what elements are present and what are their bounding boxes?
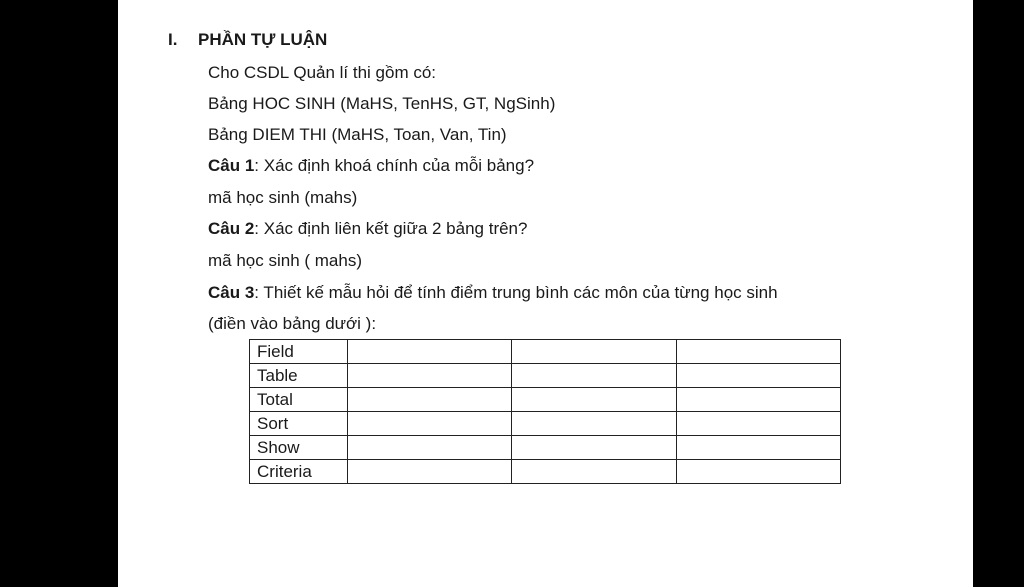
document-page [118, 0, 973, 587]
grid-cell[interactable] [512, 340, 676, 364]
question-2 [208, 218, 527, 240]
grid-row-table [250, 364, 841, 388]
grid-cell[interactable] [676, 436, 840, 460]
question-3 [208, 282, 778, 304]
table-desc-diemthi: Bảng DIEM THI (MaHS, Toan, Van, Tin) [208, 125, 507, 144]
question-3-label: Câu 3 [208, 283, 255, 302]
answer-1: mã học sinh (mahs) [208, 188, 358, 207]
grid-cell[interactable] [676, 340, 840, 364]
grid-cell[interactable] [676, 412, 840, 436]
grid-cell[interactable] [676, 460, 840, 484]
grid-cell[interactable] [676, 364, 840, 388]
intro-text: Cho CSDL Quản lí thi gồm có: [208, 63, 437, 82]
grid-cell[interactable] [347, 364, 511, 388]
section-heading [168, 30, 327, 50]
grid-row-total [250, 388, 841, 412]
grid-row-label: Table [250, 364, 348, 388]
grid-row-show [250, 436, 841, 460]
question-3-note: (điền vào bảng dưới ): [208, 314, 377, 333]
grid-cell[interactable] [347, 436, 511, 460]
question-1-text: : Xác định khoá chính của mỗi bảng? [254, 156, 535, 175]
grid-cell[interactable] [512, 436, 676, 460]
grid-cell[interactable] [347, 412, 511, 436]
question-2-text: : Xác định liên kết giữa 2 bảng trên? [254, 219, 528, 238]
answer-2: mã học sinh ( mahs) [208, 251, 362, 270]
grid-cell[interactable] [347, 388, 511, 412]
grid-row-sort [250, 412, 841, 436]
grid-cell[interactable] [512, 364, 676, 388]
section-number: I. [168, 30, 178, 49]
question-2-label: Câu 2 [208, 219, 255, 238]
grid-cell[interactable] [512, 388, 676, 412]
question-3-text: : Thiết kế mẫu hỏi để tính điểm trung bình các môn của từng học sinh [254, 283, 778, 302]
grid-cell[interactable] [347, 340, 511, 364]
question-1 [208, 155, 534, 177]
query-design-grid [249, 339, 841, 484]
grid-row-field [250, 340, 841, 364]
grid-row-criteria [250, 460, 841, 484]
grid-cell[interactable] [512, 460, 676, 484]
grid-cell[interactable] [347, 460, 511, 484]
grid-cell[interactable] [512, 412, 676, 436]
grid-row-label: Criteria [250, 460, 348, 484]
section-title: PHẦN TỰ LUẬN [198, 30, 328, 49]
grid-row-label: Show [250, 436, 348, 460]
grid-row-label: Total [250, 388, 348, 412]
question-1-label: Câu 1 [208, 156, 255, 175]
grid-row-label: Field [250, 340, 348, 364]
grid-row-label: Sort [250, 412, 348, 436]
table-desc-hocsinh: Bảng HOC SINH (MaHS, TenHS, GT, NgSinh) [208, 94, 556, 113]
grid-cell[interactable] [676, 388, 840, 412]
